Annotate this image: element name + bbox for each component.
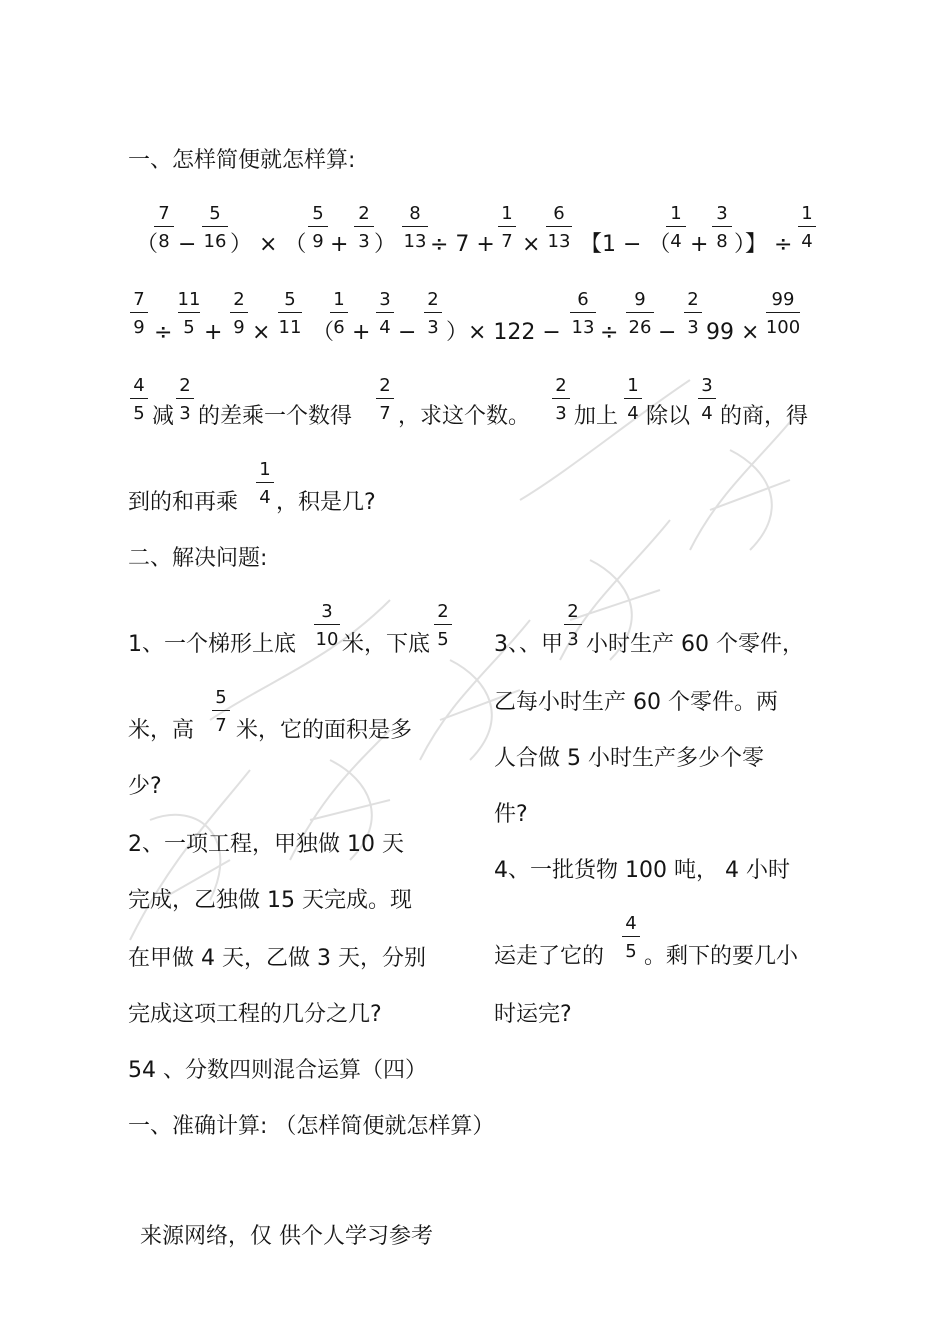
numerator: 6 <box>577 289 589 310</box>
numerator: 2 <box>437 601 449 622</box>
denominator: 4 <box>701 403 713 424</box>
problem-text: 小时生产 60 个零件， <box>586 632 804 657</box>
problem-text: 在甲做 4 天，乙做 3 天，分别 <box>128 946 426 971</box>
fraction-bar <box>256 482 274 483</box>
numerator: 7 <box>133 289 145 310</box>
denominator: 3 <box>179 403 191 424</box>
denominator: 4 <box>801 231 813 252</box>
problem-text: 1、一个梯形上底 <box>128 632 296 657</box>
denominator: 5 <box>437 629 449 650</box>
denominator: 7 <box>501 231 513 252</box>
fraction-bar <box>308 226 328 227</box>
fraction-bar <box>766 312 800 313</box>
word-text: 除以 <box>646 404 691 429</box>
denominator: 4 <box>670 231 682 252</box>
plus-sign: + <box>352 320 371 345</box>
problem-text: 。剩下的要几小 <box>644 944 799 969</box>
numerator: 3 <box>701 375 713 396</box>
numerator: 1 <box>333 289 345 310</box>
denominator: 100 <box>765 317 801 338</box>
numerator: 9 <box>634 289 646 310</box>
denominator: 8 <box>716 231 728 252</box>
fraction-bar <box>622 936 640 937</box>
fraction-bar <box>570 312 596 313</box>
fraction-bar <box>330 312 348 313</box>
ninety-nine-times: 99 × <box>706 320 760 345</box>
numerator: 2 <box>379 375 391 396</box>
denominator: 4 <box>379 317 391 338</box>
denominator: 9 <box>312 231 324 252</box>
word-text: 的商，得 <box>720 404 809 429</box>
bracket-tail: ）】 ÷ <box>734 232 793 257</box>
numerator: 1 <box>259 459 271 480</box>
divide-sign: ÷ <box>600 320 619 345</box>
minus-sign: − <box>178 232 197 257</box>
problem-text: 乙每小时生产 60 个零件。两 <box>494 690 778 715</box>
fraction-bar <box>552 398 570 399</box>
fraction-bar <box>498 226 516 227</box>
lesson-heading: 54 、分数四则混合运算（四） <box>128 1058 427 1083</box>
problem-text: 米，下底 <box>342 632 431 657</box>
denominator: 3 <box>687 317 699 338</box>
denominator: 4 <box>259 487 271 508</box>
denominator: 9 <box>233 317 245 338</box>
fraction-bar <box>230 312 248 313</box>
fraction-bar <box>154 226 174 227</box>
numerator: 5 <box>312 203 324 224</box>
divide-seven: ÷ 7 + <box>430 232 495 257</box>
problem-text: 件? <box>494 802 528 827</box>
numerator: 5 <box>284 289 296 310</box>
denominator: 6 <box>333 317 345 338</box>
denominator: 4 <box>627 403 639 424</box>
fraction-bar <box>278 312 302 313</box>
numerator: 2 <box>567 601 579 622</box>
fraction-bar <box>564 624 582 625</box>
paren-close: ） × （ <box>230 232 307 257</box>
denominator: 26 <box>628 317 652 338</box>
plus-sign: + <box>690 232 709 257</box>
fraction-bar <box>626 312 654 313</box>
numerator: 1 <box>670 203 682 224</box>
paren-open: （ <box>136 232 159 257</box>
problem-text: 米，高 <box>128 718 195 743</box>
word-text: ，求这个数。 <box>398 404 531 429</box>
section1-title: 一、怎样简便就怎样算: <box>128 148 356 173</box>
numerator: 3 <box>379 289 391 310</box>
denominator: 8 <box>158 231 170 252</box>
bracket-lead: 【1 − （ <box>580 232 671 257</box>
word-text: 减 <box>152 404 175 429</box>
numerator: 1 <box>801 203 813 224</box>
minus-sign: − <box>658 320 677 345</box>
problem-text: 2、一项工程，甲独做 10 天 <box>128 832 404 857</box>
fraction-bar <box>376 398 394 399</box>
fraction-bar <box>212 710 230 711</box>
numerator: 8 <box>409 203 421 224</box>
fraction-bar <box>712 226 732 227</box>
section2-title: 二、解决问题: <box>128 546 268 571</box>
paren-close: ） <box>374 232 397 257</box>
word-text: ，积是几? <box>276 490 376 515</box>
fraction-bar <box>130 398 148 399</box>
denominator: 3 <box>358 231 370 252</box>
problem-text: 人合做 5 小时生产多少个零 <box>494 746 764 771</box>
denominator: 5 <box>133 403 145 424</box>
denominator: 16 <box>203 231 227 252</box>
denominator: 7 <box>215 715 227 736</box>
denominator: 11 <box>278 317 302 338</box>
denominator: 5 <box>625 941 637 962</box>
denominator: 5 <box>183 317 195 338</box>
problem-text: 3、、甲 <box>494 632 563 657</box>
fraction-bar <box>698 398 716 399</box>
denominator: 13 <box>547 231 571 252</box>
denominator: 3 <box>427 317 439 338</box>
word-text: 的差乘一个数得 <box>198 404 353 429</box>
numerator: 3 <box>321 601 333 622</box>
problem-text: 运走了它的 <box>494 944 605 969</box>
numerator: 4 <box>133 375 145 396</box>
times-122: ）× 122 − <box>446 320 561 345</box>
numerator: 1 <box>501 203 513 224</box>
numerator: 2 <box>555 375 567 396</box>
fraction-bar <box>798 226 816 227</box>
fraction-bar <box>376 312 394 313</box>
numerator: 5 <box>215 687 227 708</box>
plus-sign: + <box>204 320 223 345</box>
problem-text: 少? <box>128 774 162 799</box>
fraction-bar <box>130 312 148 313</box>
fraction-bar <box>684 312 702 313</box>
fraction-bar <box>624 398 642 399</box>
word-text: 加上 <box>574 404 619 429</box>
numerator: 4 <box>625 913 637 934</box>
footer-note: 来源网络，仅 供个人学习参考 <box>140 1224 433 1249</box>
numerator: 2 <box>427 289 439 310</box>
problem-text: 完成这项工程的几分之几? <box>128 1002 382 1027</box>
denominator: 10 <box>315 629 339 650</box>
fraction-bar <box>402 226 428 227</box>
plus-sign: + <box>330 232 349 257</box>
fraction-bar <box>178 312 200 313</box>
denominator: 3 <box>555 403 567 424</box>
section3-title: 一、准确计算: （怎样简便就怎样算） <box>128 1114 495 1139</box>
problem-text: 米，它的面积是多 <box>236 718 413 743</box>
numerator: 1 <box>627 375 639 396</box>
numerator: 7 <box>158 203 170 224</box>
numerator: 2 <box>358 203 370 224</box>
divide-sign: ÷ <box>154 320 173 345</box>
numerator: 11 <box>177 289 201 310</box>
fraction-bar <box>354 226 374 227</box>
numerator: 5 <box>209 203 221 224</box>
problem-text: 4、一批货物 100 吨， 4 小时 <box>494 858 790 883</box>
word-text: 到的和再乘 <box>128 490 239 515</box>
problem-text: 完成，乙独做 15 天完成。现 <box>128 888 412 913</box>
minus-sign: − <box>398 320 417 345</box>
fraction-bar <box>176 398 194 399</box>
fraction-bar <box>424 312 442 313</box>
numerator: 2 <box>687 289 699 310</box>
times-sign: × <box>522 232 541 257</box>
denominator: 13 <box>571 317 595 338</box>
numerator: 3 <box>716 203 728 224</box>
denominator: 9 <box>133 317 145 338</box>
problem-text: 时运完? <box>494 1002 572 1027</box>
numerator: 99 <box>771 289 795 310</box>
fraction-bar <box>314 624 340 625</box>
times-sign: × <box>252 320 271 345</box>
denominator: 7 <box>379 403 391 424</box>
paren-open: （ <box>312 320 335 345</box>
numerator: 2 <box>233 289 245 310</box>
fraction-bar <box>202 226 228 227</box>
fraction-bar <box>546 226 572 227</box>
fraction-bar <box>666 226 686 227</box>
denominator: 3 <box>567 629 579 650</box>
fraction-bar <box>434 624 452 625</box>
denominator: 13 <box>403 231 427 252</box>
numerator: 6 <box>553 203 565 224</box>
numerator: 2 <box>179 375 191 396</box>
